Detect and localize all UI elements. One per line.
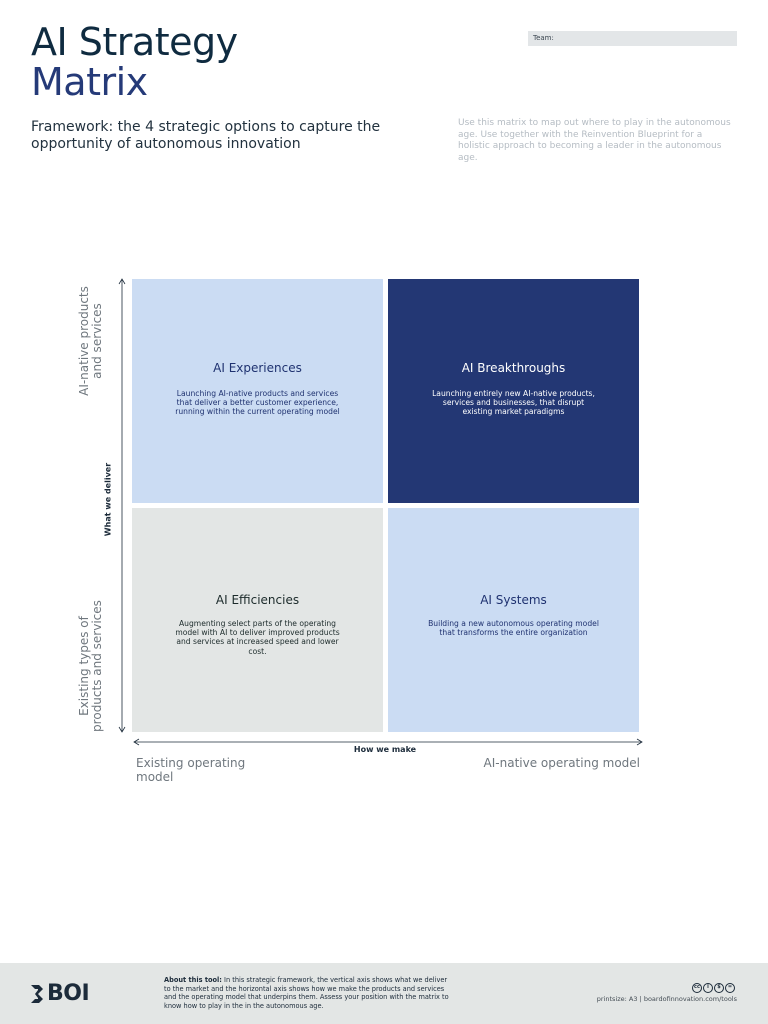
intro-text: Use this matrix to map out where to play in the autonomous age. Use together with the Reinvention Blueprint for a holistic approach to becoming a leader in the autonomous age.	[458, 118, 731, 163]
y-axis-bottom-label: Existing types of products and services	[77, 600, 104, 732]
footer	[0, 963, 768, 1024]
boi-logo-icon	[30, 984, 44, 1004]
quadrant-ai-systems	[388, 508, 639, 732]
quadrant-description: Augmenting select parts of the operating model with AI to deliver improved products and services at increased speed and lower cost.	[175, 619, 340, 656]
y-axis-top-label: AI-native products and services	[77, 286, 104, 396]
x-axis-right-label: AI-native operating model	[483, 756, 640, 770]
quadrant-ai-breakthroughs	[388, 279, 639, 503]
title-line-2: Matrix	[31, 60, 148, 104]
quadrant-title: AI Breakthroughs	[461, 361, 566, 375]
quadrant-description: Building a new autonomous operating model that transforms the entire organization	[428, 619, 599, 638]
y-axis-arrow	[119, 279, 125, 732]
team-label: Team:	[533, 34, 554, 42]
attribution-icon: i	[703, 983, 713, 993]
boi-logo[interactable]	[30, 983, 89, 1005]
noncommercial-icon: $	[714, 983, 724, 993]
quadrant-description: Launching entirely new AI-native products, services and businesses, that disrupt existing market paradigms	[432, 389, 595, 417]
about-text	[164, 976, 454, 1011]
quadrant-title: AI Systems	[480, 593, 547, 607]
y-axis-title: What we deliver	[103, 462, 113, 537]
quadrant-title: AI Experiences	[213, 361, 302, 375]
license-icons	[692, 983, 735, 993]
quadrant-ai-experiences	[132, 279, 383, 503]
quadrant-ai-efficiencies	[132, 508, 383, 732]
logo-text: BOI	[47, 981, 90, 1006]
x-axis-title: How we make	[353, 745, 417, 754]
x-axis-left-label: Existing operating model	[136, 756, 246, 784]
page-subtitle: Framework: the 4 strategic options to capture the opportunity of autonomous innovation	[31, 119, 381, 152]
cc-icon: cc	[692, 983, 702, 993]
quadrant-description: Launching AI-native products and services that deliver a better customer experience, running within the current operating model	[175, 389, 340, 417]
noderivs-icon: =	[725, 983, 735, 993]
printsize-text: printsize: A3 | boardofinnovation.com/tools	[596, 995, 737, 1003]
quadrant-title: AI Efficiencies	[215, 593, 300, 607]
about-body: In this strategic framework, the vertical axis shows what we deliver to the market and the horizontal axis shows how we make the products and services and the operating model that underpins them. Assess your position with the matrix to know how to play in the in the autonomous age.	[164, 976, 449, 1011]
about-title: About this tool:	[164, 976, 222, 984]
title-line-1: AI Strategy	[31, 20, 238, 64]
